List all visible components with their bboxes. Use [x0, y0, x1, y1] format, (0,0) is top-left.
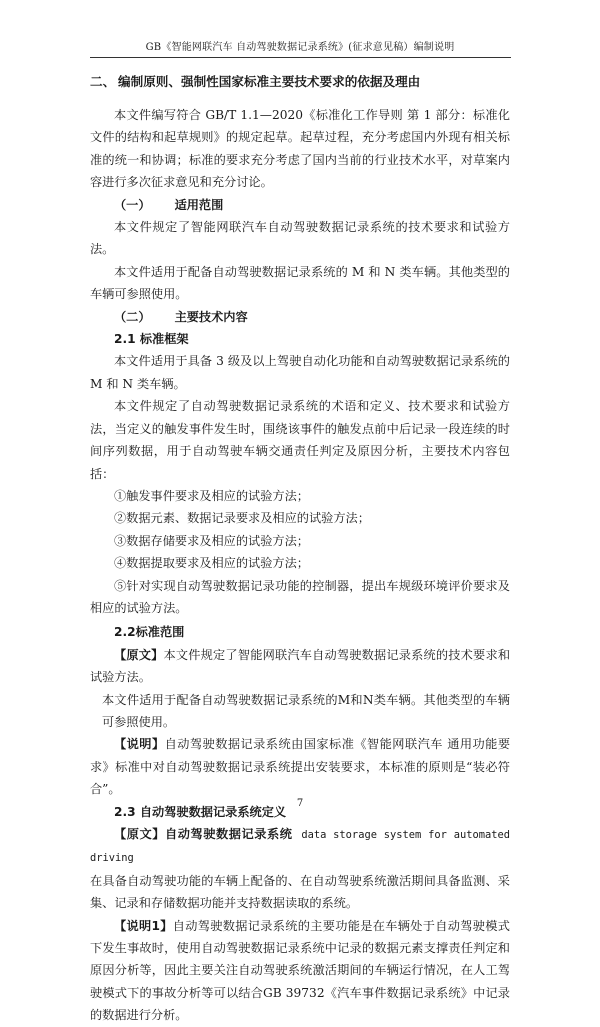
heading-2-3: 2.3 自动驾驶数据记录系统定义 [114, 804, 287, 819]
page-number: 7 [296, 798, 304, 809]
note-text: 自动驾驶数据记录系统由国家标准《智能网联汽车 通用功能要求》标准中对自动驾驶数据记录系统提出安装要求，本标准的原则是“装必符合”。 [90, 737, 511, 797]
s23-original [90, 823, 510, 870]
main-tech-heading [90, 306, 510, 328]
page-header: GB《智能网联汽车 自动驾驶数据记录系统》(征求意见稿）编制说明 [145, 42, 455, 53]
list-item: ②数据元素、数据记录要求及相应的试验方法； [114, 511, 370, 526]
s23-note [90, 915, 510, 1027]
section-heading [90, 70, 510, 94]
s22-original-2: 本文件适用于配备自动驾驶数据记录系统的M和N类车辆。其他类型的车辆可参照使用。 [102, 692, 510, 729]
list-item: ③数据存储要求及相应的试验方法； [114, 533, 309, 548]
original-text: 本文件规定了智能网联汽车自动驾驶数据记录系统的技术要求和试验方法。 [90, 647, 511, 685]
original-tag: 【原文】 [114, 827, 165, 841]
main-tech-number: （二） [114, 309, 151, 324]
s22-original [90, 644, 510, 689]
header-rule [90, 57, 511, 58]
note-tag: 【说明1】 [114, 918, 173, 933]
section-title: 编制原则、强制性国家标准主要技术要求的依据及理由 [118, 74, 421, 89]
list-item: ⑤针对实现自动驾驶数据记录功能的控制器，提出车规级环境评价要求及相应的试验方法。 [90, 578, 510, 615]
s21-paragraph-2: 本文件规定了自动驾驶数据记录系统的术语和定义、技术要求和试验方法，当定义的触发事件发生时，围绕该事件的触发点前中后记录一段连续的时间序列数据，用于自动驾驶车辆交通责任判定及原因分析，主要技术内容包括： [90, 399, 510, 481]
scope-title: 适用范围 [174, 197, 224, 212]
term-definition: 在具备自动驾驶功能的车辆上配备的、在自动驾驶系统激活期间具备监测、采集、记录和存储数据功能并支持数据读取的系统。 [90, 873, 510, 911]
heading-2-2: 2.2标准范围 [114, 625, 185, 640]
document-body [90, 70, 510, 1027]
scope-paragraph-1: 本文件规定了智能网联汽车自动驾驶数据记录系统的技术要求和试验方法。 [90, 220, 510, 257]
s22-note [90, 733, 510, 800]
section-number: 二、 [90, 74, 116, 89]
scope-heading [90, 194, 510, 216]
note-text: 自动驾驶数据记录系统的主要功能是在车辆处于自动驾驶模式下发生事故时，使用自动驾驶数据记录系统中记录的数据元素支撑责任判定和原因分析等，因此主要关注自动驾驶系统激活期间的车辆运行情况，在人工驾驶模式下的事故分析等可以结合GB 39732《汽车事件数据记录系统》中记录的数据进行分析。 [90, 918, 510, 1023]
original-tag: 【原文】 [114, 647, 164, 662]
heading-2-1: 2.1 标准框架 [114, 332, 189, 347]
s21-paragraph-1: 本文件适用于具备 3 级及以上驾驶自动化功能和自动驾驶数据记录系统的 M 和 N 类车辆。 [90, 354, 510, 391]
intro-paragraph: 本文件编写符合 GB/T 1.1—2020《标准化工作导则 第 1 部分：标准化文件的结构和起草规则》的规定起草。起草过程，充分考虑国内外现有相关标准的统一和协调；标准的要求充分考虑了国内当前的行业技术水平，对草案内容进行多次征求意见和充分讨论。 [90, 108, 510, 190]
scope-paragraph-2: 本文件适用于配备自动驾驶数据记录系统的 M 和 N 类车辆。其他类型的车辆可参照使用。 [90, 264, 510, 302]
term-english: data storage system for automated driving [90, 829, 511, 865]
main-tech-title: 主要技术内容 [174, 309, 248, 324]
scope-number: （一） [114, 197, 151, 212]
note-tag: 【说明】 [114, 737, 165, 752]
term-name: 自动驾驶数据记录系统 [164, 827, 293, 841]
list-item: ④数据提取要求及相应的试验方法； [114, 556, 309, 571]
list-item: ①触发事件要求及相应的试验方法； [114, 488, 309, 503]
